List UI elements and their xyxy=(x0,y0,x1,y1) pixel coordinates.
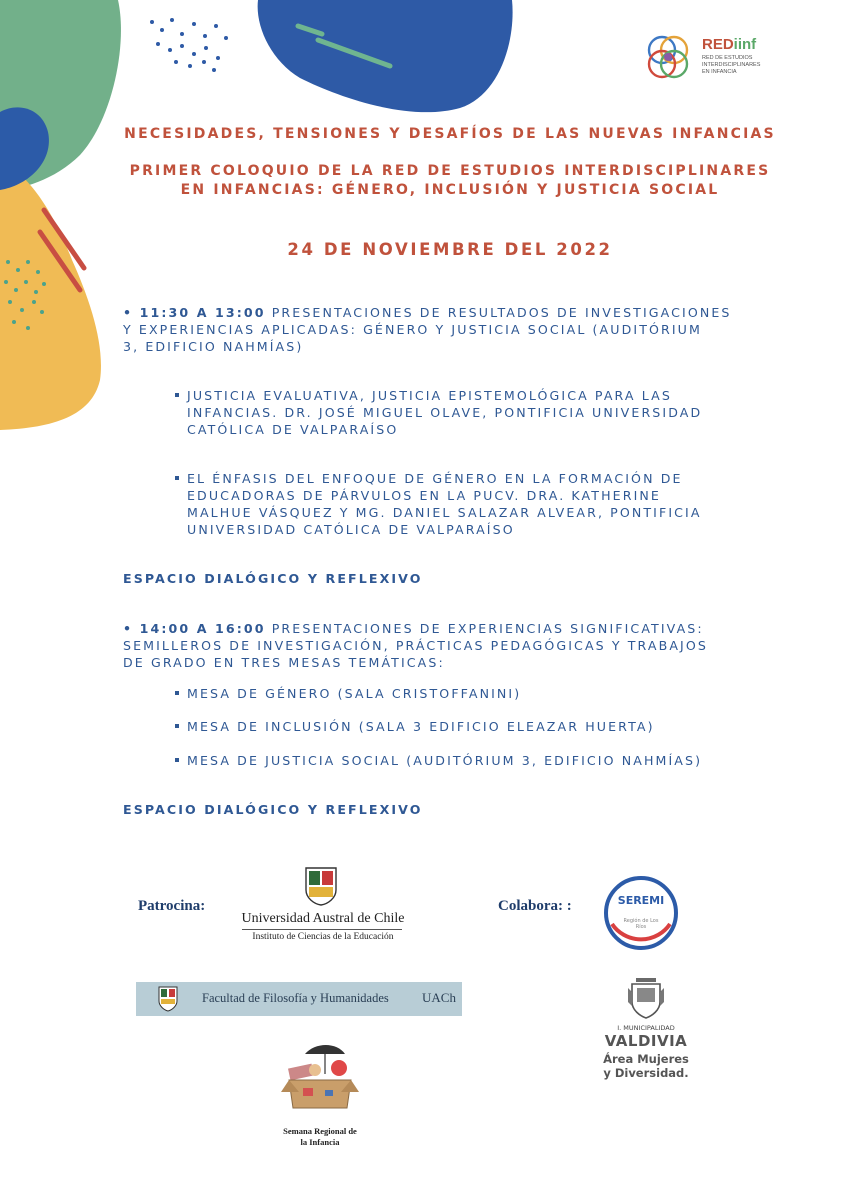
block2-line3: DE GRADO EN TRES MESAS TEMÁTICAS: xyxy=(123,655,445,670)
program-block-2 xyxy=(123,620,783,671)
muni-area2: y Diversidad. xyxy=(603,1066,689,1080)
semana-illustration-icon xyxy=(275,1040,365,1120)
mesa-item xyxy=(175,685,775,702)
bullet-icon xyxy=(175,691,179,695)
block1-line2: Y EXPERIENCIAS APLICADAS: GÉNERO Y JUSTICIA SOCIAL (AUDITÓRIUM xyxy=(123,322,702,337)
mesa-justicia: MESA DE JUSTICIA SOCIAL (AUDITÓRIUM 3, EDIFICIO NAHMÍAS) xyxy=(187,753,703,768)
block1-line3: 3, EDIFICIO NAHMÍAS) xyxy=(123,339,304,354)
logo-brand-red: RED xyxy=(702,36,734,53)
talk-2 xyxy=(175,470,775,538)
talk2-line3: MALHUE VÁSQUEZ Y MG. DANIEL SALAZAR ALVEAR, PONTIFICIA xyxy=(187,505,702,520)
logo-sub2: INTERDISCIPLINARES xyxy=(702,62,761,68)
mesa-item xyxy=(175,718,775,735)
facultad-name: Facultad de Filosofía y Humanidades xyxy=(202,991,389,1005)
talk2-line4: UNIVERSIDAD CATÓLICA DE VALPARAÍSO xyxy=(187,522,515,537)
uach-crest-icon xyxy=(304,866,338,906)
block2-line2: SEMILLEROS DE INVESTIGACIÓN, PRÁCTICAS PEDAGÓGICAS Y TRABAJOS xyxy=(123,638,708,653)
decorative-blobs xyxy=(0,0,520,440)
event-date: 24 DE NOVIEMBRE DEL 2022 xyxy=(287,240,613,259)
bullet-icon xyxy=(175,476,179,480)
dialogic-space-2: ESPACIO DIALÓGICO Y REFLEXIVO xyxy=(123,802,423,817)
talk-1 xyxy=(175,387,775,438)
logo-brand-iinf: iinf xyxy=(733,36,757,53)
bullet-icon xyxy=(175,393,179,397)
seremi-text: SEREMI xyxy=(617,894,665,907)
event-theme: NECESIDADES, TENSIONES Y DESAFÍOS DE LAS NUEVAS INFANCIAS xyxy=(124,126,776,142)
bullet-icon xyxy=(175,724,179,728)
rediinf-logo xyxy=(640,30,780,86)
muni-name: VALDIVIA xyxy=(604,1032,688,1050)
colabora-label: Colabora: : xyxy=(498,898,572,914)
municipalidad-logo xyxy=(598,972,694,1082)
uach-institute: Instituto de Ciencias de la Educación xyxy=(252,932,394,942)
logo-sub3: EN INFANCIA xyxy=(702,69,737,75)
seremi-ring-icon xyxy=(602,874,680,952)
talk2-line1: EL ÉNFASIS DEL ENFOQUE DE GÉNERO EN LA FORMACIÓN DE xyxy=(187,471,683,486)
blue-dots xyxy=(150,18,228,72)
block2-time: • 14:00 A 16:00 xyxy=(123,621,266,636)
dialogic-space-1: ESPACIO DIALÓGICO Y REFLEXIVO xyxy=(123,571,423,586)
block1-time: • 11:30 A 13:00 xyxy=(123,305,266,320)
semana-line1: Semana Regional de xyxy=(283,1126,357,1136)
mesa-genero: MESA DE GÉNERO (SALA CRISTOFFANINI) xyxy=(187,686,522,701)
patrocina-label: Patrocina: xyxy=(138,898,206,914)
blue-large-blob xyxy=(258,0,513,112)
muni-small: I. MUNICIPALIDAD xyxy=(617,1024,675,1032)
semana-line2: la Infancia xyxy=(300,1137,340,1147)
logo-sub1: RED DE ESTUDIOS xyxy=(702,55,753,61)
talk2-line2: EDUCADORAS DE PÁRVULOS EN LA PUCV. DRA. KATHERINE xyxy=(187,488,661,503)
block1-line1: PRESENTACIONES DE RESULTADOS DE INVESTIGACIONES xyxy=(265,305,732,320)
rediinf-logo-icon xyxy=(640,30,696,86)
bullet-icon xyxy=(175,758,179,762)
yellow-blob xyxy=(0,160,101,430)
colloquium-title-line1: PRIMER COLOQUIO DE LA RED DE ESTUDIOS INTERDISCIPLINARES xyxy=(129,163,771,179)
muni-area1: Área Mujeres xyxy=(603,1052,689,1066)
seremi-region: Región de Los Ríos xyxy=(623,918,659,930)
seremi-logo xyxy=(602,874,680,952)
talk1-line3: CATÓLICA DE VALPARAÍSO xyxy=(187,422,399,437)
valdivia-crest-icon xyxy=(626,972,666,1020)
uach-logo xyxy=(238,866,408,946)
talk1-line1: JUSTICIA EVALUATIVA, JUSTICIA EPISTEMOLÓGICA PARA LAS xyxy=(187,388,672,403)
block2-line1: PRESENTACIONES DE EXPERIENCIAS SIGNIFICATIVAS: xyxy=(265,621,704,636)
facultad-crest-icon xyxy=(158,986,178,1012)
mesa-item xyxy=(175,752,775,769)
talk1-line2: INFANCIAS. DR. JOSÉ MIGUEL OLAVE, PONTIFICIA UNIVERSIDAD xyxy=(187,405,703,420)
program-block-1 xyxy=(123,304,783,355)
facultad-banner xyxy=(136,982,462,1016)
facultad-tag: UACh xyxy=(422,990,456,1005)
mesa-inclusion: MESA DE INCLUSIÓN (SALA 3 EDIFICIO ELEAZAR HUERTA) xyxy=(187,719,655,734)
semana-logo xyxy=(270,1040,370,1152)
colloquium-title-line2: EN INFANCIAS: GÉNERO, INCLUSIÓN Y JUSTICIA SOCIAL xyxy=(180,182,720,198)
uach-name: Universidad Austral de Chile xyxy=(241,911,405,926)
